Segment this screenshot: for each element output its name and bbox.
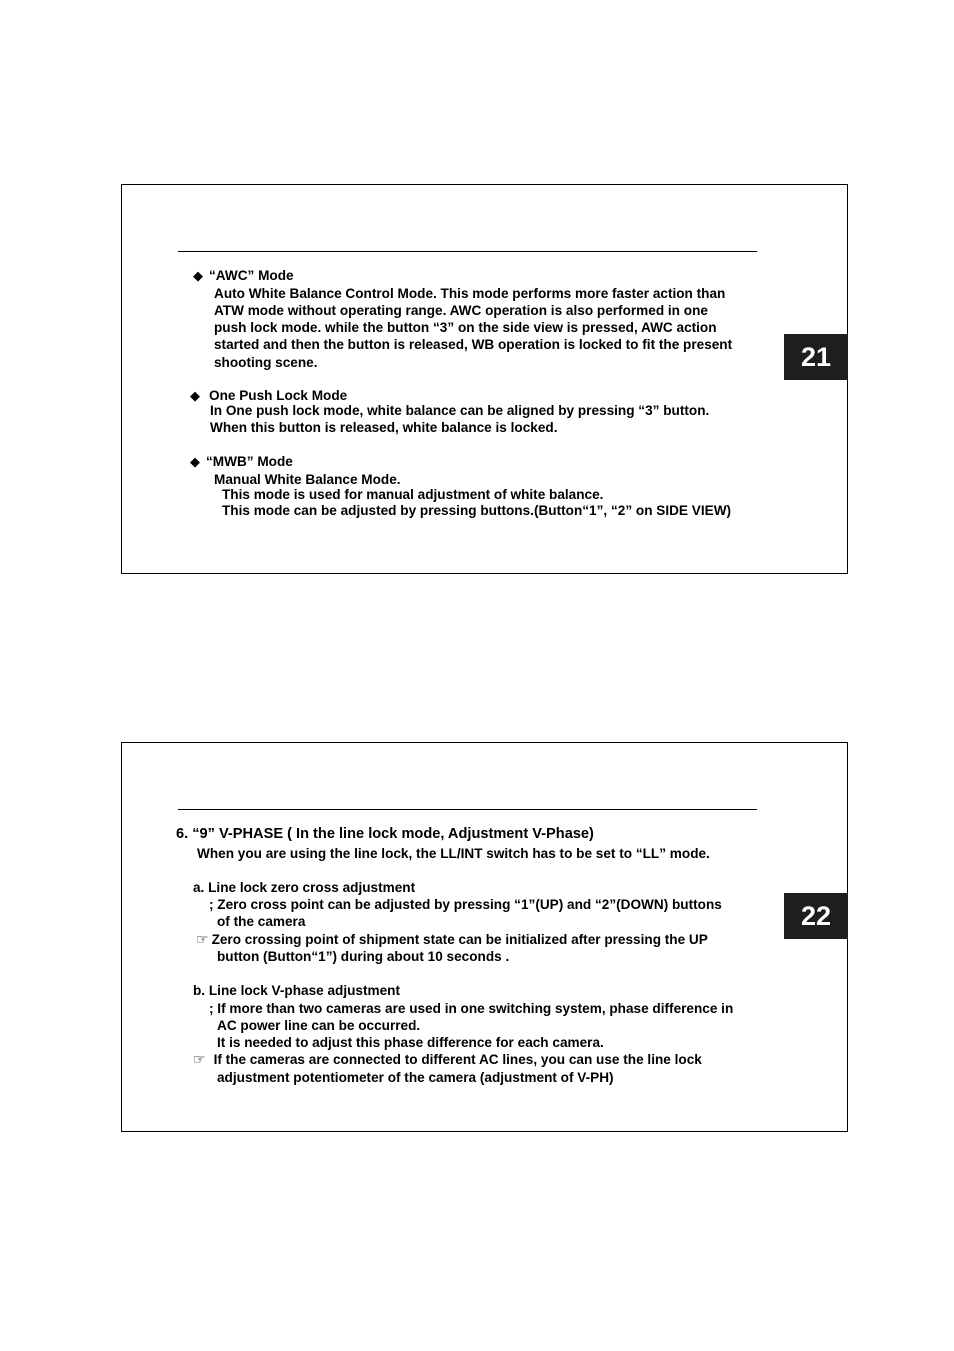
subsection-b-line: ; If more than two cameras are used in one switching system, phase difference in — [209, 1001, 734, 1016]
pointing-hand-icon: ☞ — [193, 1051, 206, 1067]
pointing-hand-icon: ☞ — [196, 931, 209, 947]
page-number-badge: 22 — [784, 893, 848, 939]
awc-heading — [193, 267, 294, 284]
mwb-line: This mode can be adjusted by pressing buttons.(Button“1”, “2” on SIDE VIEW) — [222, 503, 732, 518]
one-push-line: When this button is released, white balance is locked. — [210, 420, 558, 435]
one-push-heading-text: One Push Lock Mode — [209, 388, 348, 403]
awc-line: started and then the button is released, WB operation is locked to fit the present — [214, 337, 733, 352]
mwb-heading-text: “MWB” Mode — [206, 454, 293, 469]
subsection-b-note — [193, 1051, 702, 1068]
note-text: Zero crossing point of shipment state can be initialized after pressing the UP — [211, 932, 708, 947]
section-title: 6. “9” V-PHASE ( In the line lock mode, Adjustment V-Phase) — [176, 826, 594, 842]
awc-line: shooting scene. — [214, 355, 318, 370]
note-text: If the cameras are connected to different AC lines, you can use the line lock — [213, 1052, 702, 1067]
awc-heading-text: “AWC” Mode — [209, 268, 294, 283]
mwb-line: This mode is used for manual adjustment of white balance. — [222, 487, 604, 502]
title-rule — [178, 809, 757, 810]
page-number-badge: 21 — [784, 334, 848, 380]
mwb-line: Manual White Balance Mode. — [214, 472, 401, 487]
subsection-b-heading: b. Line lock V-phase adjustment — [193, 983, 400, 998]
diamond-bullet-icon: ◆ — [190, 454, 200, 469]
title-rule — [178, 251, 757, 252]
awc-line: push lock mode. while the button “3” on the side view is pressed, AWC action — [214, 320, 717, 335]
one-push-line: In One push lock mode, white balance can be aligned by pressing “3” button. — [210, 403, 710, 418]
intro-text: When you are using the line lock, the LL/INT switch has to be set to “LL” mode. — [197, 846, 710, 861]
subsection-a-note — [196, 931, 708, 948]
subsection-a-heading: a. Line lock zero cross adjustment — [193, 880, 416, 895]
subsection-b-line: AC power line can be occurred. — [217, 1018, 421, 1033]
diamond-bullet-icon: ◆ — [190, 388, 200, 403]
subsection-b-note-line: adjustment potentiometer of the camera (adjustment of V-PH) — [217, 1070, 614, 1085]
awc-line: ATW mode without operating range. AWC operation is also performed in one — [214, 303, 708, 318]
subsection-a-line: of the camera — [217, 914, 306, 929]
subsection-b-line: It is needed to adjust this phase difference for each camera. — [217, 1035, 604, 1050]
subsection-a-line: ; Zero cross point can be adjusted by pressing “1”(UP) and “2”(DOWN) buttons — [209, 897, 722, 912]
subsection-a-note-line: button (Button“1”) during about 10 seconds . — [217, 949, 510, 964]
awc-line: Auto White Balance Control Mode. This mode performs more faster action than — [214, 286, 726, 301]
mwb-heading — [190, 453, 293, 470]
diamond-bullet-icon: ◆ — [193, 268, 203, 283]
